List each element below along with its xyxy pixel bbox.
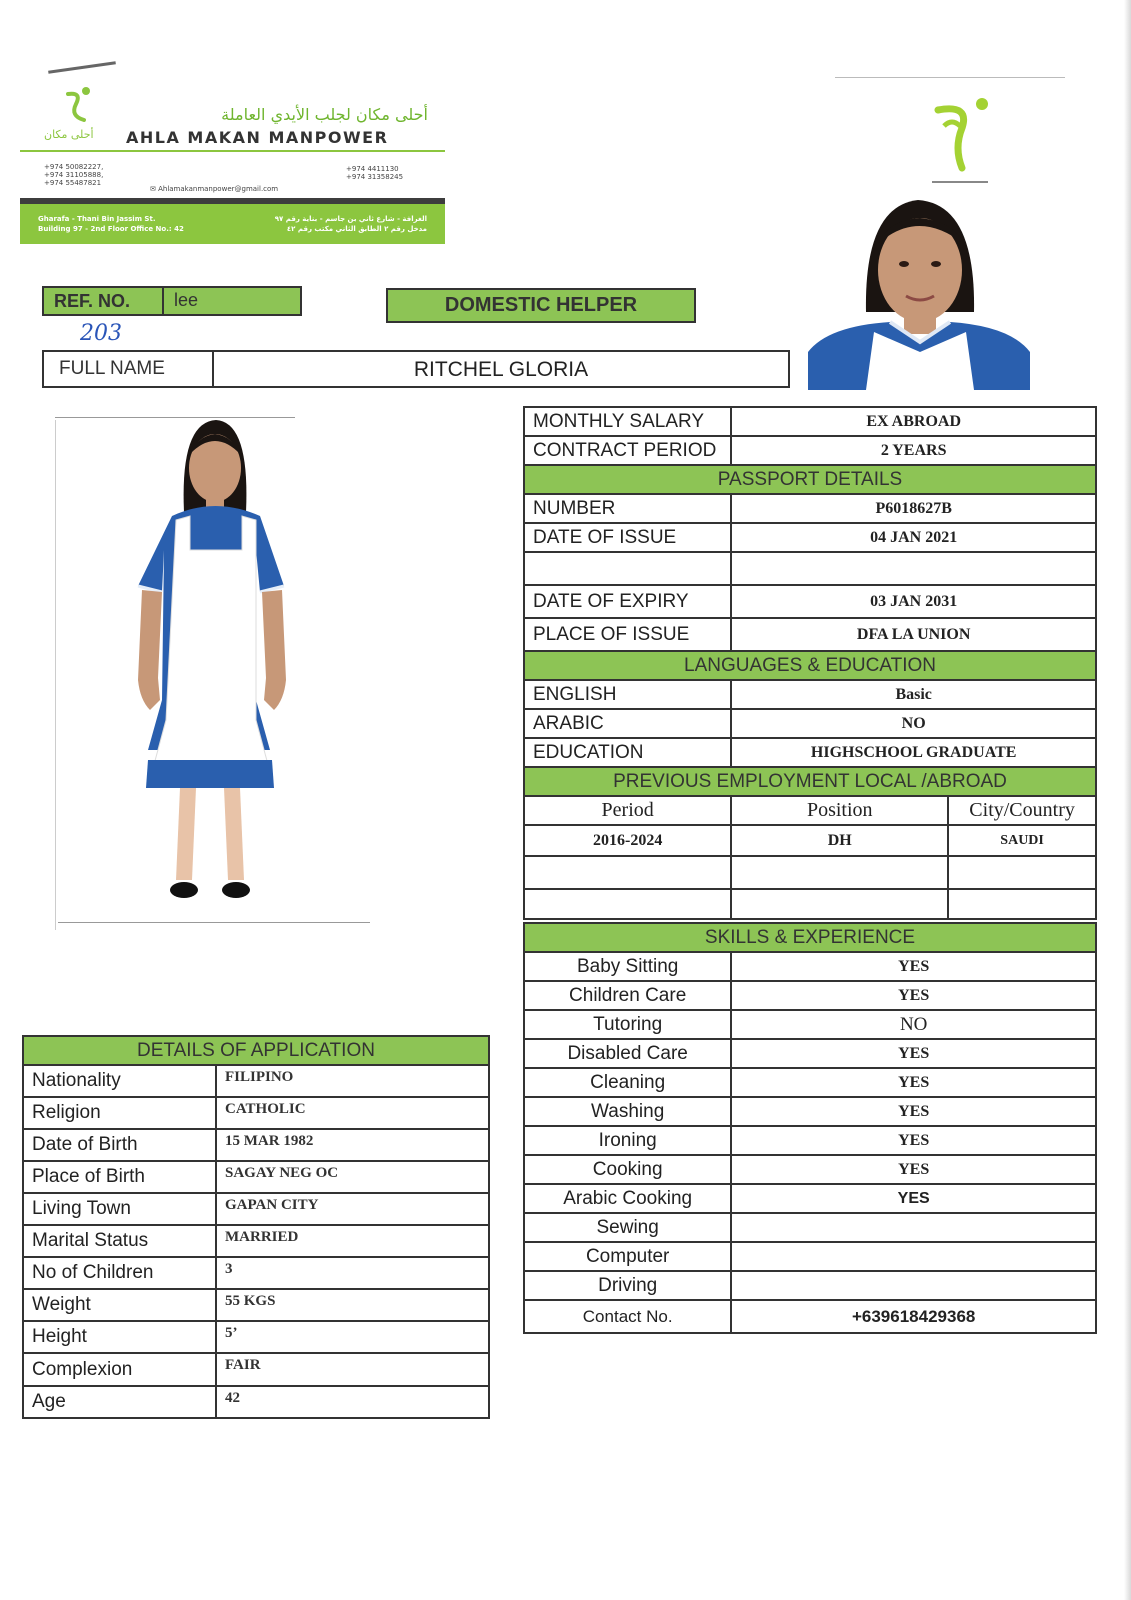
- top-right-rule: [835, 77, 1065, 78]
- birthplace-value: SAGAY NEG OC: [216, 1161, 489, 1193]
- expiry-date-value: 03 JAN 2031: [731, 585, 1096, 618]
- info-table: [523, 406, 1097, 1334]
- weight-value: 55 KGS: [216, 1289, 489, 1321]
- skill-label: Children Care: [524, 981, 731, 1010]
- header-address-band: [20, 204, 445, 244]
- skills-title: SKILLS & EXPERIENCE: [524, 923, 1096, 952]
- city-country-header: City/Country: [948, 796, 1096, 825]
- skill-label: Cooking: [524, 1155, 731, 1184]
- height-value: 5’: [216, 1321, 489, 1353]
- email: ✉ Ahlamakanmanpower@gmail.com: [150, 185, 279, 193]
- religion-label: Religion: [23, 1097, 216, 1129]
- scan-edge: [1124, 0, 1131, 1600]
- employment-title: PREVIOUS EMPLOYMENT LOCAL /ABROAD: [524, 767, 1096, 796]
- table-row: [23, 1161, 489, 1193]
- table-row: [524, 952, 1096, 981]
- age-label: Age: [23, 1386, 216, 1418]
- table-row: [23, 1225, 489, 1257]
- table-row: [524, 1242, 1096, 1271]
- table-row: [23, 1289, 489, 1321]
- portrait-photo: [808, 192, 1030, 390]
- skill-value: YES: [731, 1155, 1096, 1184]
- skill-label: Disabled Care: [524, 1039, 731, 1068]
- table-row: [524, 407, 1096, 436]
- table-row: [524, 738, 1096, 767]
- employment-country: [948, 856, 1096, 889]
- dob-label: Date of Birth: [23, 1129, 216, 1161]
- skill-label: Driving: [524, 1271, 731, 1300]
- application-table: [22, 1035, 490, 1419]
- weight-label: Weight: [23, 1289, 216, 1321]
- position-header: Position: [731, 796, 948, 825]
- table-row: [524, 552, 1096, 585]
- job-title-box: [386, 288, 696, 323]
- company-logo-text: أحلى مكان: [44, 128, 94, 141]
- table-row: [23, 1353, 489, 1386]
- issue-date-label: DATE OF ISSUE: [524, 523, 731, 552]
- table-row: [524, 494, 1096, 523]
- table-header-row: [524, 796, 1096, 825]
- skill-label: Tutoring: [524, 1010, 731, 1039]
- address-arabic: الغرافة - شارع ثاني بن جاسم - بناية رقم ٩٧ مدخل رقم ٢ الطابق الثاني مكتب رقم ٤٢: [274, 215, 427, 233]
- height-label: Height: [23, 1321, 216, 1353]
- skill-label: Washing: [524, 1097, 731, 1126]
- table-row: [23, 1193, 489, 1225]
- skill-value: [731, 1213, 1096, 1242]
- table-row: [524, 1271, 1096, 1300]
- expiry-date-label: DATE OF EXPIRY: [524, 585, 731, 618]
- application-title: DETAILS OF APPLICATION: [23, 1036, 489, 1065]
- skill-value: YES: [731, 1068, 1096, 1097]
- employment-position: DH: [731, 825, 948, 856]
- section-header: [524, 465, 1096, 494]
- living-town-label: Living Town: [23, 1193, 216, 1225]
- contact-label: Contact No.: [524, 1300, 731, 1333]
- table-row: [524, 889, 1096, 919]
- ref-value: lee: [174, 290, 199, 310]
- table-row: [23, 1386, 489, 1418]
- marital-status-label: Marital Status: [23, 1225, 216, 1257]
- arabic-value: NO: [731, 709, 1096, 738]
- contract-period-label: CONTRACT PERIOD: [524, 436, 731, 465]
- table-row: [23, 1065, 489, 1097]
- living-town-value: GAPAN CITY: [216, 1193, 489, 1225]
- passport-number-label: NUMBER: [524, 494, 731, 523]
- table-row: [524, 618, 1096, 651]
- table-row: [524, 856, 1096, 889]
- section-header: [524, 767, 1096, 796]
- top-pen-mark: [48, 61, 116, 73]
- company-name: AHLA MAKAN MANPOWER: [126, 128, 389, 147]
- full-name-row: [42, 350, 790, 388]
- full-name-label: FULL NAME: [59, 358, 165, 379]
- table-row: [23, 1321, 489, 1353]
- table-row: [524, 1126, 1096, 1155]
- full-body-photo: [120, 420, 300, 920]
- salary-label: MONTHLY SALARY: [524, 407, 731, 436]
- marital-status-value: MARRIED: [216, 1225, 489, 1257]
- employment-period: [524, 889, 731, 919]
- skill-label: Baby Sitting: [524, 952, 731, 981]
- company-logo-icon: [60, 86, 96, 124]
- salary-value: EX ABROAD: [731, 407, 1096, 436]
- english-label: ENGLISH: [524, 680, 731, 709]
- birthplace-label: Place of Birth: [23, 1161, 216, 1193]
- arabic-label: ARABIC: [524, 709, 731, 738]
- table-row: [524, 981, 1096, 1010]
- english-value: Basic: [731, 680, 1096, 709]
- address-english: Gharafa - Thani Bin Jassim St. Building 97 - 2nd Floor Office No.: 42: [38, 215, 184, 233]
- complexion-label: Complexion: [23, 1353, 216, 1386]
- employment-period: 2016-2024: [524, 825, 731, 856]
- skill-label: Arabic Cooking: [524, 1184, 731, 1213]
- table-row: [23, 1129, 489, 1161]
- skill-value: [731, 1271, 1096, 1300]
- full-photo-left-rule: [55, 420, 56, 930]
- section-header: [23, 1036, 489, 1065]
- age-value: 42: [216, 1386, 489, 1418]
- skill-value: [731, 1242, 1096, 1271]
- section-header: [524, 651, 1096, 680]
- contact-value: +639618429368: [731, 1300, 1096, 1333]
- table-row: [524, 1300, 1096, 1333]
- children-label: No of Children: [23, 1257, 216, 1289]
- skill-value: YES: [731, 952, 1096, 981]
- nationality-label: Nationality: [23, 1065, 216, 1097]
- dob-value: 15 MAR 1982: [216, 1129, 489, 1161]
- skill-label: Computer: [524, 1242, 731, 1271]
- table-row: [524, 1010, 1096, 1039]
- table-row: [23, 1257, 489, 1289]
- table-row: [524, 1155, 1096, 1184]
- section-header: [524, 923, 1096, 952]
- skill-value: YES: [731, 981, 1096, 1010]
- table-row: [524, 436, 1096, 465]
- table-row: [23, 1097, 489, 1129]
- passport-title: PASSPORT DETAILS: [524, 465, 1096, 494]
- full-photo-bottom-rule: [58, 922, 370, 923]
- period-header: Period: [524, 796, 731, 825]
- company-logo-large-icon: [932, 96, 992, 186]
- children-value: 3: [216, 1257, 489, 1289]
- ref-box: [42, 286, 302, 316]
- employment-position: [731, 889, 948, 919]
- ref-handwritten: 203: [80, 321, 122, 346]
- education-label: EDUCATION: [524, 738, 731, 767]
- employment-country: SAUDI: [948, 825, 1096, 856]
- ref-label: REF. NO.: [54, 291, 131, 311]
- skill-value: YES: [731, 1097, 1096, 1126]
- skill-label: Ironing: [524, 1126, 731, 1155]
- company-name-arabic: أحلى مكان لجلب الأيدي العاملة: [221, 105, 428, 124]
- table-row: [524, 1039, 1096, 1068]
- skill-value: YES: [731, 1184, 1096, 1213]
- employment-period: [524, 856, 731, 889]
- nationality-value: FILIPINO: [216, 1065, 489, 1097]
- full-photo-top-rule: [55, 417, 295, 418]
- complexion-value: FAIR: [216, 1353, 489, 1386]
- job-title: DOMESTIC HELPER: [444, 294, 638, 316]
- issue-place-label: PLACE OF ISSUE: [524, 618, 731, 651]
- ref-divider: [162, 288, 164, 314]
- education-value: HIGHSCHOOL GRADUATE: [731, 738, 1096, 767]
- full-name-value: RITCHEL GLORIA: [413, 358, 589, 381]
- issue-place-value: DFA LA UNION: [731, 618, 1096, 651]
- phones-right: +974 4411130 +974 31358245: [346, 165, 404, 181]
- skill-value: YES: [731, 1039, 1096, 1068]
- table-row: [524, 709, 1096, 738]
- languages-title: LANGUAGES & EDUCATION: [524, 651, 1096, 680]
- contract-period-value: 2 YEARS: [731, 436, 1096, 465]
- issue-date-value: 04 JAN 2021: [731, 523, 1096, 552]
- table-row: [524, 585, 1096, 618]
- table-row: [524, 1097, 1096, 1126]
- blank-label: [524, 552, 731, 585]
- table-row: [524, 680, 1096, 709]
- table-row: [524, 523, 1096, 552]
- table-row: [524, 1213, 1096, 1242]
- skill-label: Cleaning: [524, 1068, 731, 1097]
- employment-country: [948, 889, 1096, 919]
- blank-value: [731, 552, 1096, 585]
- passport-number-value: P6018627B: [731, 494, 1096, 523]
- table-row: [524, 1068, 1096, 1097]
- skill-label: Sewing: [524, 1213, 731, 1242]
- skill-value: YES: [731, 1126, 1096, 1155]
- skill-value: NO: [731, 1010, 1096, 1039]
- religion-value: CATHOLIC: [216, 1097, 489, 1129]
- table-row: [524, 825, 1096, 856]
- employment-position: [731, 856, 948, 889]
- table-row: [524, 1184, 1096, 1213]
- phones-left: +974 50082227, +974 31105888, +974 55487821: [44, 163, 104, 187]
- header-rule: [20, 150, 445, 152]
